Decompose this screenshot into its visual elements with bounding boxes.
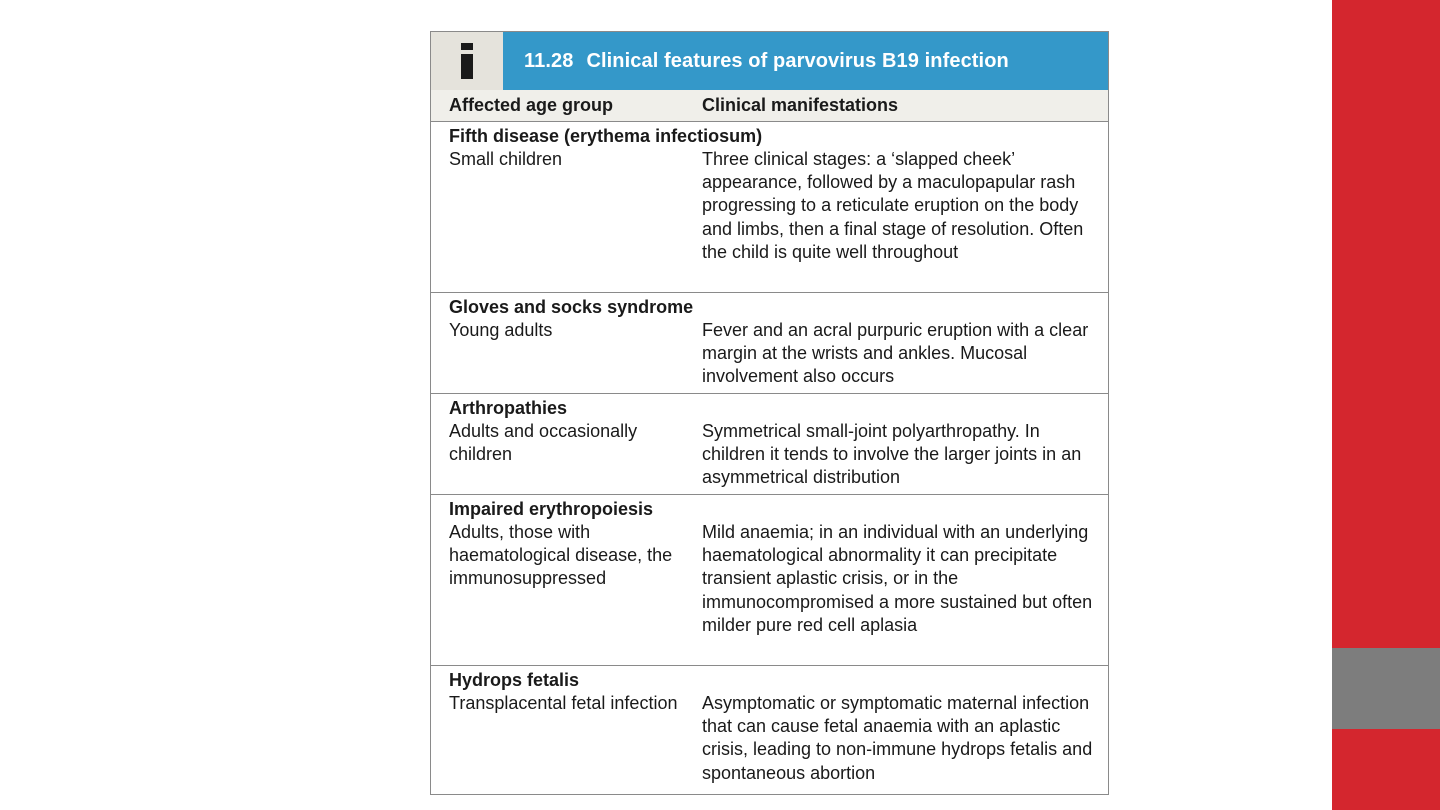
table-title-text: Clinical features of parvovirus B19 infection [586,49,1009,72]
section-title: Fifth disease (erythema infectiosum) [449,126,763,146]
section-age-group: Transplacental fetal infection [449,693,678,713]
section-fifth-disease [431,122,1108,293]
table-title [503,32,1108,90]
section-title: Impaired erythropoiesis [449,499,654,519]
section-age-group: Young adults [449,320,553,340]
section-gloves-and-socks [431,293,1108,394]
section-arthropathies [431,394,1108,495]
section-hydrops-fetalis [431,666,1108,794]
slide-side-bar [1332,0,1440,810]
section-age-group: Adults and occasionally children [449,421,638,465]
section-manifestations: Three clinical stages: a ‘slapped cheek’ appearance, followed by a maculopapular rash progressing to a reticulate eruption on the body and limbs, then a final stage of resolution. Often the child is quite well throughout [702,149,1084,262]
side-bar-grey-block [1332,648,1440,729]
header-clinical-manifestations: Clinical manifestations [702,95,899,115]
section-title: Hydrops fetalis [449,670,580,690]
section-title: Gloves and socks syndrome [449,297,694,317]
table-title-row [431,32,1108,90]
table-number: 11.28 [524,49,574,72]
info-icon [461,43,473,79]
section-manifestations: Asymptomatic or symptomatic maternal infection that can cause fetal anaemia with an aplastic crisis, leading to non-immune hydrops fetalis and spontaneous abortion [702,693,1093,783]
info-icon-cell [431,32,503,90]
section-manifestations: Fever and an acral purpuric eruption with a clear margin at the wrists and ankles. Mucosal involvement also occurs [702,320,1089,387]
section-manifestations: Mild anaemia; in an individual with an underlying haematological abnormality it can precipitate transient aplastic crisis, or in the immunocompromised a more sustained but often milder pure red cell aplasia [702,522,1093,635]
section-age-group: Adults, those with haematological disease, the immunosuppressed [449,522,673,589]
table-header-row [431,90,1108,122]
section-impaired-erythropoiesis [431,495,1108,666]
section-manifestations: Symmetrical small-joint polyarthropathy. In children it tends to involve the larger joints in an asymmetrical distribution [702,421,1082,488]
section-title: Arthropathies [449,398,568,418]
header-age-group: Affected age group [449,95,614,115]
section-age-group: Small children [449,149,563,169]
clinical-features-table [430,31,1109,795]
